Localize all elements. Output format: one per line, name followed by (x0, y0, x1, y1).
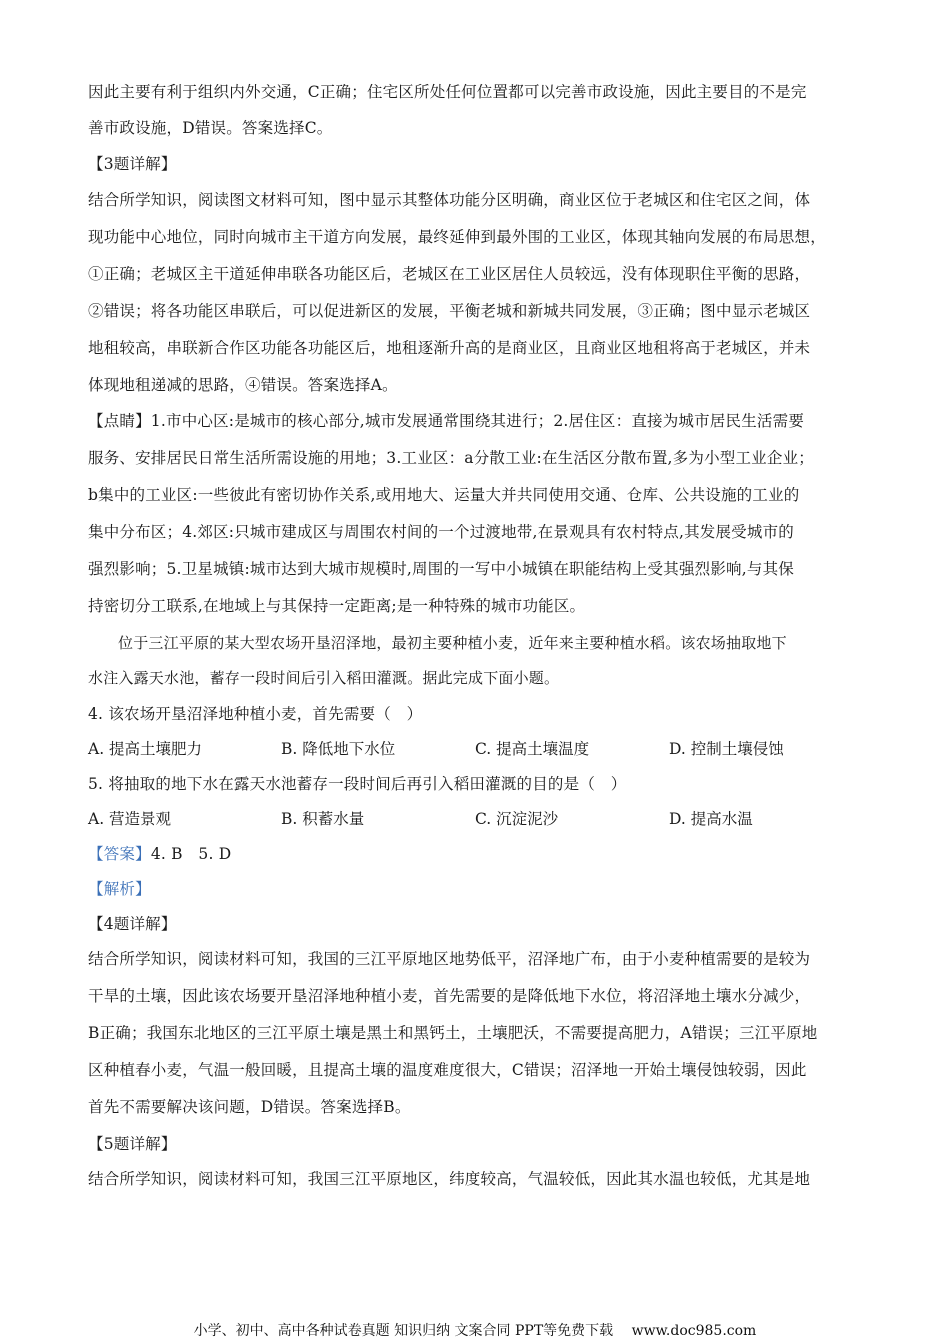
text-line: 因此主要有利于组织内外交通，C正确；住宅区所处任何位置都可以完善市政设施，因此主要目的不是完 (88, 83, 807, 101)
question-5-stem: 5. 将抽取的地下水在露天水池蓄存一段时间后再引入稻田灌溉的目的是（ ） (88, 775, 627, 793)
q4-option-b: B. 降低地下水位 (281, 740, 396, 758)
text-line: 善市政设施，D错误。答案选择C。 (88, 119, 333, 137)
q4-option-a: A. 提高土壤肥力 (88, 740, 203, 758)
text-line: 干旱的土壤，因此该农场要开垦沼泽地种植小麦，首先需要的是降低地下水位，将沼泽地土壤水分减少， (88, 987, 811, 1005)
tip-line: 集中分布区；4.郊区:只城市建成区与周围农村间的一个过渡地带,在景观具有农村特点,其发展受城市的 (88, 523, 794, 541)
text-line: 区种植春小麦，气温一般回暖，且提高土壤的温度难度很大，C错误；沼泽地一开始土壤侵蚀较弱，因此 (88, 1061, 807, 1079)
answer-line (88, 843, 231, 865)
q5-option-d: D. 提高水温 (669, 810, 753, 828)
tip-line: 服务、安排居民日常生活所需设施的用地；3.工业区：a分散工业:在生活区分散布置,多为小型工业企业； (88, 449, 814, 467)
tip-line: b集中的工业区:一些彼此有密切协作关系,或用地大、运量大并共同使用交通、仓库、公共设施的工业的 (88, 486, 800, 504)
section-heading: 【5题详解】 (88, 1135, 177, 1153)
page-footer: 小学、初中、高中各种试卷真题 知识归纳 文案合同 PPT等免费下载 www.doc985.com (193, 1323, 757, 1339)
section-heading: 【3题详解】 (88, 155, 177, 173)
q5-option-b: B. 积蓄水量 (281, 810, 365, 828)
text-line: ②错误；将各功能区串联后，可以促进新区的发展，平衡老城和新城共同发展，③正确；图中显示老城区 (88, 302, 811, 320)
text-line: 结合所学知识，阅读材料可知，我国三江平原地区，纬度较高，气温较低，因此其水温也较低，尤其是地 (88, 1170, 811, 1188)
tip-line: 【点睛】1.市中心区:是城市的核心部分,城市发展通常围绕其进行；2.居住区：直接为城市居民生活需要 (88, 412, 805, 430)
answer-label: 【答案】 (88, 845, 151, 863)
tip-line: 强烈影响；5.卫星城镇:城市达到大城市规模时,周围的一写中小城镇在职能结构上受其强烈影响,与其保 (88, 560, 794, 578)
text-line: 地租较高，串联新合作区功能各功能区后，地租逐渐升高的是商业区，且商业区地租将高于老城区，并未 (88, 339, 811, 357)
q4-option-d: D. 控制土壤侵蚀 (669, 740, 784, 758)
text-line: 体现地租递减的思路，④错误。答案选择A。 (88, 376, 398, 394)
material-line: 水注入露天水池，蓄存一段时间后引入稻田灌溉。据此完成下面小题。 (88, 669, 560, 687)
q5-option-a: A. 营造景观 (88, 810, 172, 828)
tip-line: 持密切分工联系,在地域上与其保持一定距离;是一种特殊的城市功能区。 (88, 597, 586, 615)
text-line: 首先不需要解决该问题，D错误。答案选择B。 (88, 1098, 411, 1116)
text-line: 结合所学知识，阅读图文材料可知，图中显示其整体功能分区明确，商业区位于老城区和住宅区之间，体 (88, 191, 811, 209)
text-line: 结合所学知识，阅读材料可知，我国的三江平原地区地势低平，沼泽地广布，由于小麦种植需要的是较为 (88, 950, 811, 968)
text-line: 现功能中心地位，同时向城市主干道方向发展，最终延伸到最外围的工业区，体现其轴向发展的布局思想， (88, 228, 826, 246)
analysis-label: 【解析】 (88, 880, 151, 898)
answer-value: 4. B 5. D (150, 845, 232, 863)
section-heading: 【4题详解】 (88, 915, 177, 933)
question-4-stem: 4. 该农场开垦沼泽地种植小麦，首先需要（ ） (88, 705, 423, 723)
text-line: B正确；我国东北地区的三江平原土壤是黑土和黑钙土，土壤肥沃，不需要提高肥力，A错误；三江平原地 (88, 1024, 818, 1042)
material-line: 位于三江平原的某大型农场开垦沼泽地，最初主要种植小麦，近年来主要种植水稻。该农场抽取地下 (118, 634, 787, 652)
q5-option-c: C. 沉淀泥沙 (475, 810, 559, 828)
q4-option-c: C. 提高土壤温度 (475, 740, 590, 758)
text-line: ①正确；老城区主干道延伸串联各功能区后，老城区在工业区居住人员较远，没有体现职住平衡的思路， (88, 265, 811, 283)
